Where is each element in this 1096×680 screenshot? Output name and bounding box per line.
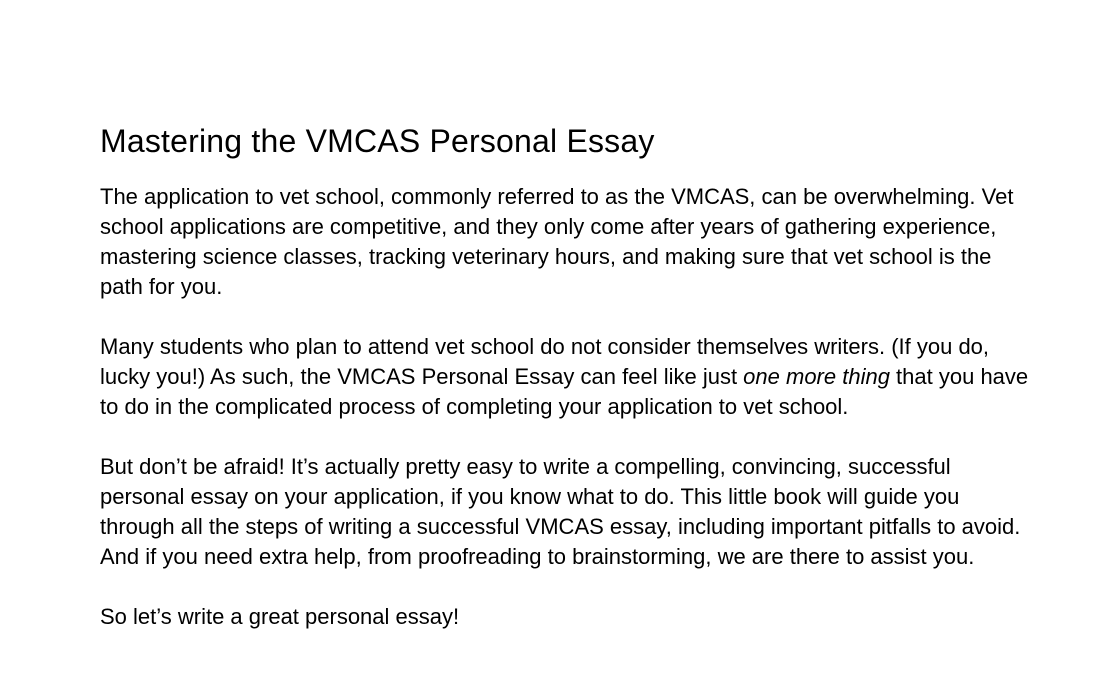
italic-text-run: one more thing [743,364,890,389]
text-run: that you have [889,364,1029,389]
text-line [100,482,1036,512]
text-line [100,512,1036,542]
text-line [100,452,1036,482]
text-run: And if you need extra help, from proofreading to brainstorming, we are there to assist you. [100,544,975,569]
document-title: Mastering the VMCAS Personal Essay [100,123,655,159]
paragraph [100,452,1036,572]
text-line [100,542,1036,572]
text-line [100,272,1036,302]
text-line [100,212,1036,242]
text-run: lucky you!) As such, the VMCAS Personal Essay can feel like just [100,364,744,389]
text-run: to do in the complicated process of completing your application to vet school. [100,394,849,419]
text-run: mastering science classes, tracking veterinary hours, and making sure that vet school is the [100,244,992,269]
text-line [100,392,1036,422]
text-run: path for you. [100,274,223,299]
text-run: So let’s write a great personal essay! [100,604,460,629]
document-body [100,182,1036,632]
text-line [100,182,1036,212]
text-line [100,362,1036,392]
text-run: Many students who plan to attend vet school do not consider themselves writers. (If you do, [100,334,990,359]
text-run: school applications are competitive, and they only come after years of gathering experience, [100,214,997,239]
paragraph [100,602,1036,632]
text-run: But don’t be afraid! It’s actually pretty easy to write a compelling, convincing, successful [100,454,951,479]
text-line [100,602,1036,632]
text-run: through all the steps of writing a successful VMCAS essay, including important pitfalls to avoid. [100,514,1021,539]
text-run: The application to vet school, commonly referred to as the VMCAS, can be overwhelming. Vet [100,184,1014,209]
text-line [100,242,1036,272]
text-line [100,332,1036,362]
text-run: personal essay on your application, if you know what to do. This little book will guide you [100,484,960,509]
paragraph [100,332,1036,422]
paragraph [100,182,1036,302]
